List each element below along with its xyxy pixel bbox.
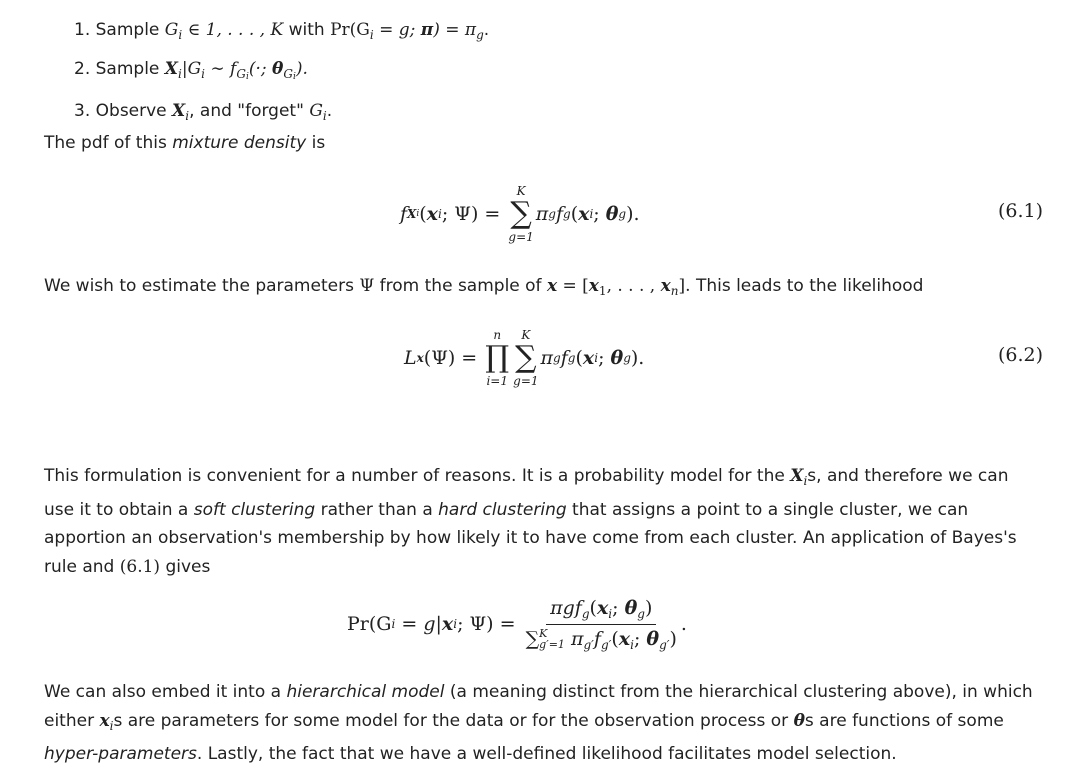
sum-upper-limit: K <box>539 627 548 640</box>
math-symbol: Ψ <box>359 276 375 296</box>
sum-lower-limit: g=1 <box>508 230 534 244</box>
math-symbol: x <box>596 596 609 619</box>
product-symbol: ∏ <box>485 340 510 375</box>
step-text: with <box>288 20 325 40</box>
paragraph-text: gives <box>165 556 211 577</box>
math-subscript: 1 <box>598 284 607 298</box>
sum-operator <box>513 328 538 388</box>
paragraph-text: We can also embed it into a <box>44 682 282 702</box>
emphasis-text: mixture density <box>172 133 307 153</box>
equation-6-1 <box>0 176 1069 252</box>
math-expression: ) <box>669 627 677 650</box>
math-symbol: f <box>574 596 582 619</box>
step-text: Sample <box>95 20 160 40</box>
math-subscript: g <box>637 606 645 621</box>
sum-lower-limit: g=1 <box>513 374 539 388</box>
math-subscript: n <box>670 284 679 298</box>
math-expression: = g| <box>401 613 442 635</box>
step-number: 1. <box>74 20 91 40</box>
math-subscript: i <box>453 617 458 631</box>
math-subscript: i <box>391 617 396 631</box>
math-subscript: i <box>185 109 190 123</box>
math-subscript: g <box>476 28 484 42</box>
sum-limits <box>539 628 565 650</box>
sum-upper-limit: K <box>516 184 526 198</box>
paragraph-text: s are parameters for some model for the data or for the observation process or <box>113 710 789 731</box>
sum-upper-limit: K <box>521 328 531 342</box>
step-1 <box>74 13 489 52</box>
step-3 <box>74 94 489 133</box>
emphasis-text: hard clustering <box>438 499 567 520</box>
paragraph-text: from the sample of <box>379 276 542 296</box>
math-symbol: θ <box>272 59 284 79</box>
math-subscript: g <box>548 207 556 221</box>
math-expression: = g; <box>379 20 416 40</box>
math-subscript: i <box>245 72 249 82</box>
paragraph-text: This formulation is convenient for a number of reasons. It is a probability model for the <box>44 466 785 486</box>
equation-number: (6.2) <box>997 344 1043 366</box>
math-symbol: θ <box>610 347 624 369</box>
math-subscript: i <box>322 109 327 123</box>
math-expression: ; <box>441 203 449 225</box>
punctuation: . <box>326 101 333 121</box>
math-expression: ). <box>295 59 308 79</box>
math-subscript: g <box>563 207 571 221</box>
math-subscript: i <box>178 67 182 81</box>
equation-6-2 <box>0 320 1069 396</box>
paragraph-text: s, and therefore we can use it to obtain a <box>44 466 1009 520</box>
math-expression: ; <box>633 627 641 650</box>
math-subscript: g <box>581 606 590 621</box>
math-symbol: πg <box>550 596 575 619</box>
step-number: 3. <box>74 101 91 121</box>
math-expression: Pr(G <box>347 613 392 635</box>
math-expression: ) = π <box>433 20 477 40</box>
math-symbol: X <box>790 466 804 486</box>
math-expression: ). <box>626 203 640 225</box>
math-symbol: θ <box>605 203 619 225</box>
math-symbol: x <box>441 613 454 635</box>
paragraph-text: (a meaning distinct from the hierarchical clustering above), in which either <box>44 682 1033 731</box>
math-symbol: x <box>582 347 595 369</box>
math-subscript: G <box>283 67 293 81</box>
math-subscript: i <box>594 351 599 365</box>
math-symbol: f <box>593 627 601 650</box>
paragraph-text: rather than a <box>320 499 433 520</box>
emphasis-text: hierarchical model <box>286 682 445 702</box>
equation-number: (6.1) <box>997 200 1043 222</box>
math-expression: ). <box>630 347 645 369</box>
math-symbol: X <box>172 101 186 121</box>
math-subscript: i <box>178 28 183 42</box>
product-operator <box>485 328 509 388</box>
math-expression: ( <box>611 627 619 650</box>
math-symbol: x <box>578 203 590 225</box>
math-expression: ; <box>593 203 600 225</box>
math-expression: (·; <box>248 59 267 79</box>
math-expression: ; <box>612 596 619 619</box>
math-subscript: i <box>416 209 420 219</box>
math-symbol: θ <box>624 596 638 619</box>
math-expression: ( <box>589 596 597 619</box>
math-expression: ) <box>644 596 653 619</box>
math-expression: Pr(G <box>330 20 370 40</box>
math-expression: ∈ 1, . . . , K <box>187 20 284 40</box>
math-subscript: x <box>416 351 424 365</box>
math-subscript: g <box>567 351 576 365</box>
math-subscript: g′ <box>659 637 670 652</box>
math-expression: , . . . , <box>606 276 656 296</box>
math-subscript: X <box>407 207 417 221</box>
math-symbol: f <box>560 347 568 369</box>
math-symbol: f <box>555 203 563 225</box>
math-symbol: π <box>420 20 434 40</box>
equation-bayes <box>0 590 1069 658</box>
fraction <box>522 597 681 652</box>
sum-symbol: ∑ <box>515 340 537 375</box>
math-expression: ( <box>419 203 427 225</box>
math-subscript: g′ <box>583 637 594 652</box>
math-expression: |G <box>181 59 202 79</box>
equation-body <box>404 320 644 396</box>
math-symbol: x <box>426 203 438 225</box>
emphasis-text: hyper-parameters <box>44 744 197 764</box>
math-expression: ∼ f <box>210 59 237 79</box>
math-symbol: G <box>164 20 179 40</box>
step-text: , and "forget" <box>189 101 304 121</box>
paragraph-estimate-parameters <box>44 272 1043 306</box>
math-subscript: i <box>292 72 296 82</box>
paragraph-text: We wish to estimate the parameters <box>44 276 354 296</box>
math-symbol: x <box>660 276 671 296</box>
math-subscript: G <box>236 67 246 81</box>
math-subscript: g <box>553 351 561 365</box>
math-symbol: x <box>618 627 631 650</box>
math-symbol: π <box>540 347 554 369</box>
punctuation: . <box>680 613 687 635</box>
punctuation: . <box>483 20 490 40</box>
math-subscript: i <box>201 67 205 81</box>
math-symbol: L <box>404 347 417 369</box>
sum-lower-limit: g′=1 <box>539 638 565 651</box>
math-symbol: π <box>570 627 584 650</box>
math-subscript: i <box>438 207 442 221</box>
paragraph-text: s are functions of some <box>804 710 1004 731</box>
math-symbol: X <box>164 59 178 79</box>
math-symbol: x <box>546 276 558 296</box>
step-text: Observe <box>95 101 167 121</box>
sum-operator <box>508 184 533 244</box>
paragraph-mixture-density <box>44 129 1043 158</box>
steps-list <box>74 13 489 133</box>
math-symbol: θ <box>793 710 805 731</box>
equation-reference: (6.1) <box>119 556 161 577</box>
step-number: 2. <box>74 59 91 79</box>
math-expression: ; Ψ) = <box>457 613 516 635</box>
paragraph-text: . Lastly, the fact that we have a well-defined likelihood facilitates model selection. <box>196 744 897 764</box>
step-text: Sample <box>95 59 160 79</box>
step-2 <box>74 52 489 94</box>
math-symbol: π <box>535 203 549 225</box>
math-subscript: g′ <box>600 637 612 652</box>
paragraph-text: is <box>311 133 326 153</box>
paragraph-text: The pdf of this <box>44 133 167 153</box>
paragraph-text: that assigns a point to a single cluster, we can apportion an observation's membership by how likely it to have come from each cluster. An application of Bayes's rule and <box>44 499 1017 577</box>
product-upper-limit: n <box>493 328 502 342</box>
paragraph-text: This leads to the likelihood <box>695 276 924 296</box>
math-expression: ; <box>598 347 605 369</box>
math-subscript: i <box>369 28 374 42</box>
math-expression: ( <box>575 347 583 369</box>
math-symbol: x <box>588 276 599 296</box>
math-subscript: g <box>623 351 631 365</box>
math-symbol: x <box>99 710 110 731</box>
sum-symbol: ∑ <box>525 627 540 650</box>
paragraph-hierarchical-model <box>44 678 1043 769</box>
math-expression: (Ψ) = <box>423 347 478 369</box>
product-lower-limit: i=1 <box>486 374 508 388</box>
math-subscript: g <box>618 207 627 221</box>
math-subscript: i <box>803 474 808 488</box>
math-symbol: θ <box>646 627 660 650</box>
math-subscript: i <box>589 207 594 221</box>
math-symbol: Ψ <box>454 203 471 225</box>
equation-body <box>400 176 640 252</box>
emphasis-text: soft clustering <box>193 499 316 520</box>
math-expression: ]. <box>678 276 691 296</box>
math-subscript: i <box>630 637 634 652</box>
math-expression: ( <box>570 203 579 225</box>
math-expression: ) = <box>470 203 501 225</box>
sum-symbol: ∑ <box>510 196 532 231</box>
equation-body <box>347 590 687 658</box>
math-subscript: i <box>109 718 114 733</box>
paragraph-formulation <box>44 462 1043 581</box>
math-expression: = [ <box>562 276 589 296</box>
math-symbol: f <box>400 203 408 225</box>
fraction-denominator <box>522 625 681 652</box>
math-symbol: G <box>309 101 323 121</box>
fraction-numerator <box>546 597 656 625</box>
math-subscript: i <box>608 606 613 621</box>
